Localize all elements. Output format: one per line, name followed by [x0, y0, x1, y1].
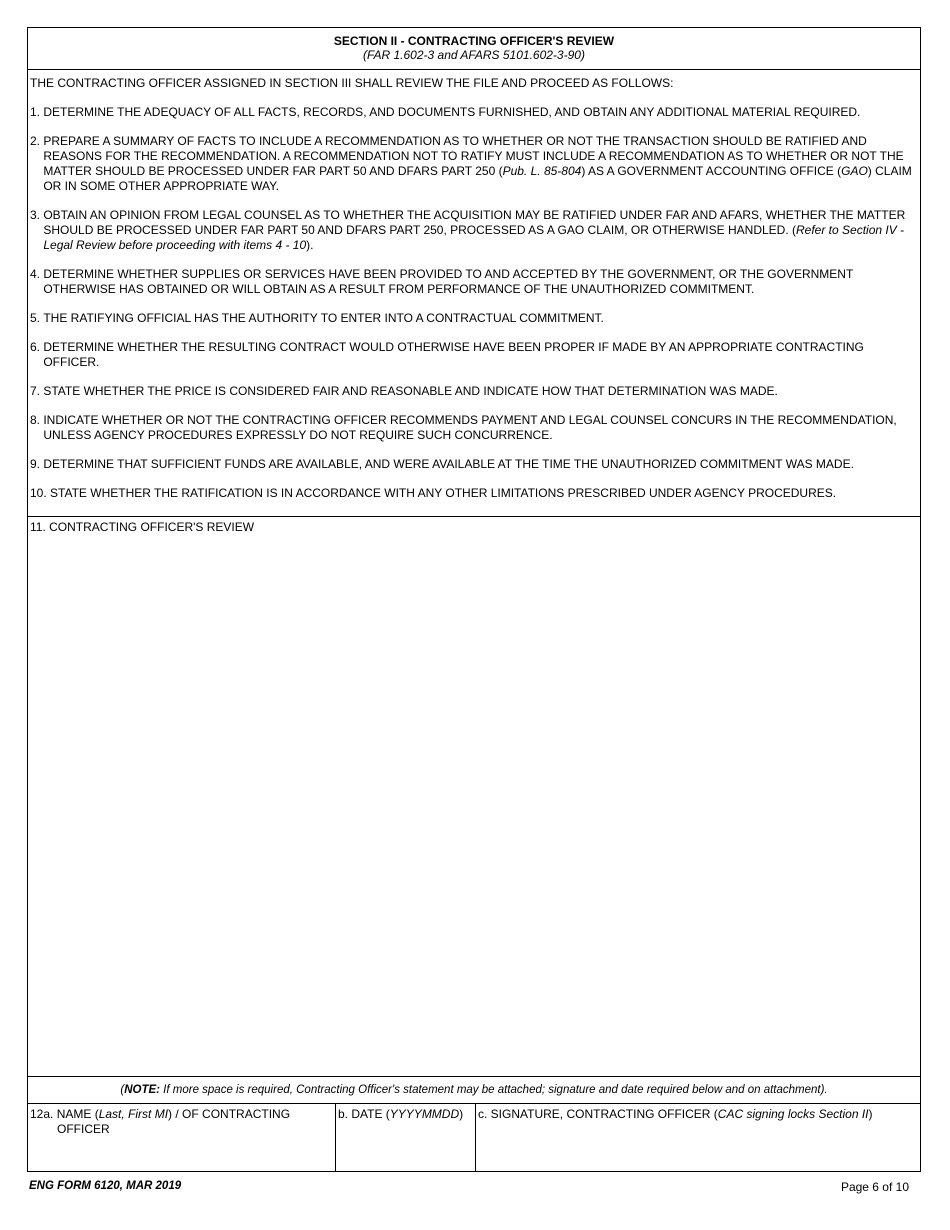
instruction-item-5: 5. THE RATIFYING OFFICIAL HAS THE AUTHORITY TO ENTER INTO A CONTRACTUAL COMMITMENT.	[30, 311, 917, 326]
contracting-officer-review-form	[27, 27, 921, 1172]
instruction-text: DETERMINE WHETHER SUPPLIES OR SERVICES HAVE BEEN PROVIDED TO AND ACCEPTED BY THE GOVERNMENT, OR THE GOVERNMENT OTHERWISE HAS OBTAINED OR WILL OBTAIN AS A RESULT FROM PERFORMANCE OF THE UNAUTHORIZED COMMITMENT.	[43, 267, 854, 296]
signature-field[interactable]	[476, 1104, 920, 1171]
note-label: NOTE:	[124, 1084, 160, 1096]
section-title: SECTION II - CONTRACTING OFFICER'S REVIEW	[333, 34, 615, 48]
review-field[interactable]	[28, 517, 920, 1077]
signature-row	[28, 1104, 920, 1171]
instruction-text: DETERMINE WHETHER THE RESULTING CONTRACT WOULD OTHERWISE HAVE BEEN PROPER IF MADE BY AN APPROPRIATE CONTRACTING OFFICER.	[43, 340, 864, 369]
instruction-item-8: 8. INDICATE WHETHER OR NOT THE CONTRACTING OFFICER RECOMMENDS PAYMENT AND LEGAL COUNSEL CONCURS IN THE RECOMMENDATION, UNLESS AGENCY PROCEDURES EXPRESSLY DO NOT REQUIRE SUCH CONCURRENCE.	[30, 413, 917, 443]
name-field-label-line2: OFFICER	[57, 1122, 110, 1136]
instructions-intro: THE CONTRACTING OFFICER ASSIGNED IN SECTION III SHALL REVIEW THE FILE AND PROCEED AS FOLLOWS:	[30, 76, 674, 90]
instruction-text: STATE WHETHER THE PRICE IS CONSIDERED FAIR AND REASONABLE AND INDICATE HOW THAT DETERMINATION WAS MADE.	[43, 384, 778, 398]
instruction-text: OBTAIN AN OPINION FROM LEGAL COUNSEL AS TO WHETHER THE ACQUISITION MAY BE RATIFIED UNDER FAR AND AFARS, WHETHER THE MATTER SHOULD BE PROCESSED UNDER FAR PART 50 AND DFARS PART 250, PROCESSED AS A GAO CLAIM, OR OTHERWISE HANDLED. (Refer to Section IV - Legal Review before proceeding with items 4 - 10).	[43, 208, 906, 252]
instruction-text: DETERMINE THAT SUFFICIENT FUNDS ARE AVAILABLE, AND WERE AVAILABLE AT THE TIME THE UNAUTHORIZED COMMITMENT WAS MADE.	[43, 457, 854, 471]
instruction-item-7: 7. STATE WHETHER THE PRICE IS CONSIDERED FAIR AND REASONABLE AND INDICATE HOW THAT DETERMINATION WAS MADE.	[30, 384, 917, 399]
instruction-text: INDICATE WHETHER OR NOT THE CONTRACTING OFFICER RECOMMENDS PAYMENT AND LEGAL COUNSEL CONCURS IN THE RECOMMENDATION, UNLESS AGENCY PROCEDURES EXPRESSLY DO NOT REQUIRE SUCH CONCURRENCE.	[43, 413, 897, 442]
date-field[interactable]	[336, 1104, 476, 1171]
instruction-item-1: 1. DETERMINE THE ADEQUACY OF ALL FACTS, RECORDS, AND DOCUMENTS FURNISHED, AND OBTAIN ANY ADDITIONAL MATERIAL REQUIRED.	[30, 105, 917, 120]
instruction-item-2: 2. PREPARE A SUMMARY OF FACTS TO INCLUDE A RECOMMENDATION AS TO WHETHER OR NOT THE TRANSACTION SHOULD BE RATIFIED AND REASONS FOR THE RECOMMENDATION. A RECOMMENDATION NOT TO RATIFY MUST INCLUDE A RECOMMENDATION AS TO WHETHER OR NOT THE MATTER SHOULD BE PROCESSED UNDER FAR PART 50 AND DFARS PART 250 (Pub. L. 85-804) AS A GOVERNMENT ACCOUNTING OFFICE (GAO) CLAIM OR IN SOME OTHER APPROPRIATE WAY.	[30, 134, 917, 194]
instruction-text: STATE WHETHER THE RATIFICATION IS IN ACCORDANCE WITH ANY OTHER LIMITATIONS PRESCRIBED UNDER AGENCY PROCEDURES.	[50, 486, 837, 500]
name-field[interactable]	[28, 1104, 336, 1171]
instruction-text: PREPARE A SUMMARY OF FACTS TO INCLUDE A RECOMMENDATION AS TO WHETHER OR NOT THE TRANSACTION SHOULD BE RATIFIED AND REASONS FOR THE RECOMMENDATION. A RECOMMENDATION NOT TO RATIFY MUST INCLUDE A RECOMMENDATION AS TO WHETHER OR NOT THE MATTER SHOULD BE PROCESSED UNDER FAR PART 50 AND DFARS PART 250 (Pub. L. 85-804) AS A GOVERNMENT ACCOUNTING OFFICE (GAO) CLAIM OR IN SOME OTHER APPROPRIATE WAY.	[43, 134, 912, 193]
section-subtitle: (FAR 1.602-3 and AFARS 5101.602-3-90)	[363, 48, 585, 62]
name-field-label: 12a. NAME (Last, First MI) / OF CONTRACTING	[30, 1107, 291, 1121]
section-header	[28, 28, 920, 70]
form-id: ENG FORM 6120, MAR 2019	[29, 1180, 182, 1192]
instruction-text: DETERMINE THE ADEQUACY OF ALL FACTS, RECORDS, AND DOCUMENTS FURNISHED, AND OBTAIN ANY ADDITIONAL MATERIAL REQUIRED.	[43, 105, 861, 119]
instruction-text: THE RATIFYING OFFICIAL HAS THE AUTHORITY TO ENTER INTO A CONTRACTUAL COMMITMENT.	[43, 311, 604, 325]
instruction-item-6: 6. DETERMINE WHETHER THE RESULTING CONTRACT WOULD OTHERWISE HAVE BEEN PROPER IF MADE BY AN APPROPRIATE CONTRACTING OFFICER.	[30, 340, 917, 370]
instructions-block	[28, 70, 920, 517]
attachment-note: (NOTE: If more space is required, Contracting Officer's statement may be attached; signature and date required below and on attachment).	[28, 1077, 920, 1104]
signature-field-label: c. SIGNATURE, CONTRACTING OFFICER (CAC signing locks Section II)	[478, 1107, 873, 1121]
instruction-item-10: 10. STATE WHETHER THE RATIFICATION IS IN ACCORDANCE WITH ANY OTHER LIMITATIONS PRESCRIBED UNDER AGENCY PROCEDURES.	[30, 486, 917, 501]
instruction-item-9: 9. DETERMINE THAT SUFFICIENT FUNDS ARE AVAILABLE, AND WERE AVAILABLE AT THE TIME THE UNAUTHORIZED COMMITMENT WAS MADE.	[30, 457, 917, 472]
note-text: If more space is required, Contracting Officer's statement may be attached; signature and date required below and on attachment).	[159, 1084, 828, 1096]
page-number: Page 6 of 10	[840, 1180, 909, 1194]
review-field-label: 11. CONTRACTING OFFICER'S REVIEW	[30, 520, 255, 534]
instruction-item-4: 4. DETERMINE WHETHER SUPPLIES OR SERVICES HAVE BEEN PROVIDED TO AND ACCEPTED BY THE GOVERNMENT, OR THE GOVERNMENT OTHERWISE HAS OBTAINED OR WILL OBTAIN AS A RESULT FROM PERFORMANCE OF THE UNAUTHORIZED COMMITMENT.	[30, 267, 917, 297]
date-field-label: b. DATE (YYYYMMDD)	[338, 1107, 464, 1121]
instruction-item-3: 3. OBTAIN AN OPINION FROM LEGAL COUNSEL AS TO WHETHER THE ACQUISITION MAY BE RATIFIED UNDER FAR AND AFARS, WHETHER THE MATTER SHOULD BE PROCESSED UNDER FAR PART 50 AND DFARS PART 250, PROCESSED AS A GAO CLAIM, OR OTHERWISE HANDLED. (Refer to Section IV - Legal Review before proceeding with items 4 - 10).	[30, 208, 917, 253]
